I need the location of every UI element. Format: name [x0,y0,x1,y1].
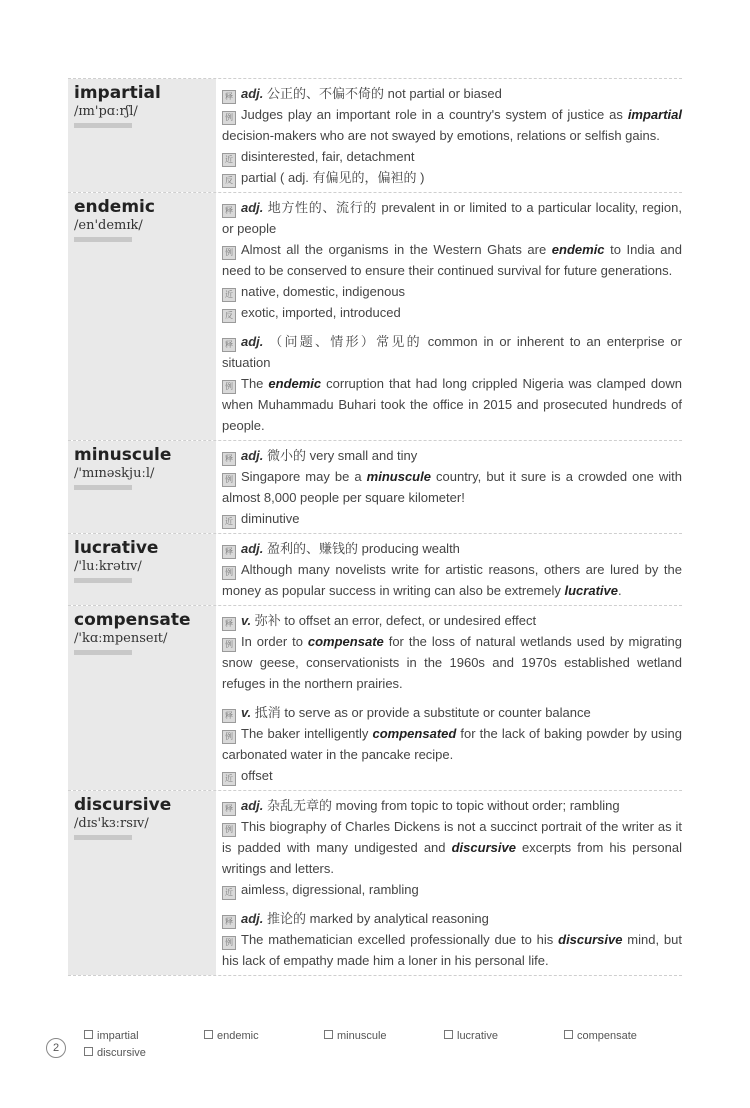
text: exotic, imported, introduced [241,305,401,320]
sense-line [222,765,682,786]
sense-line [222,538,682,559]
phonetic: /'mɪnəskjuːl/ [74,466,155,481]
keyword: compensated [372,726,457,741]
text: partial ( adj. 有偏见的，偏袒的 ) [241,170,425,185]
sense [222,445,682,529]
checklist-item[interactable] [444,1030,498,1042]
sense-line [222,331,682,373]
checklist-item[interactable] [564,1030,637,1042]
sense-line [222,466,682,508]
label-icon: 释 [222,709,236,723]
keyword: discursive [558,932,623,947]
headword: minuscule [74,445,172,465]
sense-line [222,146,682,167]
text: Although many novelists write for artistic reasons, others are lured by the money as popular success in writing can also be extremely [222,562,682,598]
text: corruption that had long crippled Nigeria was clamped down when Muhammadu Buhari took the office in 2015 and prosecuted hundreds of people. [222,376,682,433]
definition-panel [216,791,682,975]
checkbox-icon[interactable] [324,1030,333,1039]
label-icon: 近 [222,288,236,302]
checklist-label: compensate [577,1030,637,1042]
checklist-label: lucrative [457,1030,498,1042]
label-icon: 近 [222,772,236,786]
entry-impartial [68,78,682,192]
part-of-speech: adj. [241,86,264,101]
keyword: minuscule [366,469,431,484]
text: country, but it sure is a crowded one with almost 8,000 people per square kilometer! [222,469,682,505]
phonetic: /'luːkrətɪv/ [74,559,142,574]
audio-bar-icon [74,123,132,128]
checkbox-icon[interactable] [204,1030,213,1039]
sense-line [222,795,682,816]
sense-line [222,281,682,302]
definition-panel [216,441,682,533]
part-of-speech: adj. [241,911,264,926]
sense [222,538,682,601]
keyword: compensate [307,634,384,649]
checkbox-icon[interactable] [564,1030,573,1039]
label-icon: 释 [222,452,236,466]
text: The [241,376,269,391]
label-icon: 反 [222,174,236,188]
checklist-item[interactable] [84,1030,139,1042]
text: 抵消 to serve as or provide a substitute or counter balance [251,705,591,720]
text: Almost all the organisms in the Western Ghats are [241,242,552,257]
sense [222,83,682,188]
text: disinterested, fair, detachment [241,149,415,164]
entry-compensate [68,605,682,790]
sense-line [222,816,682,879]
sense-line [222,83,682,104]
text: （问题、情形）常见的 common in or inherent to an enterprise or situation [222,334,682,370]
checklist-item[interactable] [84,1047,146,1059]
label-icon: 近 [222,515,236,529]
headword-panel [68,791,216,975]
sense-line [222,610,682,631]
sense [222,795,682,900]
text: The baker intelligently [241,726,373,741]
sense-line [222,445,682,466]
sense-line [222,508,682,529]
entry-minuscule [68,440,682,533]
sense-line [222,631,682,694]
part-of-speech: adj. [241,798,264,813]
text: This biography of Charles Dickens is not a succinct portrait of the writer as it is padded with many undigested and [222,819,682,855]
sense-line [222,723,682,765]
text: for the loss of natural wetlands used by migrating snow geese, conservationists in the 1960s and 1970s established wetland refuges in the northern prairies. [222,634,682,691]
page-number: 2 [46,1038,66,1058]
label-icon: 例 [222,823,236,837]
label-icon: 释 [222,802,236,816]
sense [222,610,682,694]
text: 公正的、不偏不倚的 not partial or biased [263,86,502,101]
sense-line [222,104,682,146]
phonetic: /en'demɪk/ [74,218,143,233]
headword-panel [68,441,216,533]
keyword: endemic [551,242,605,257]
label-icon: 近 [222,886,236,900]
checkbox-icon[interactable] [84,1030,93,1039]
text: native, domestic, indigenous [241,284,406,299]
text: 推论的 marked by analytical reasoning [263,911,489,926]
text: decision-makers who are not swayed by emotions, relations or selfish gains. [222,128,660,143]
label-icon: 释 [222,545,236,559]
checklist-label: discursive [97,1047,146,1059]
label-icon: 释 [222,915,236,929]
checklist-label: impartial [97,1030,139,1042]
entry-discursive [68,790,682,976]
part-of-speech: adj. [241,200,264,215]
part-of-speech: adj. [241,541,264,556]
headword-panel [68,534,216,605]
text: . [617,583,622,598]
checklist-label: endemic [217,1030,259,1042]
sense-line [222,908,682,929]
sense-line [222,929,682,971]
label-icon: 例 [222,566,236,580]
keyword: discursive [451,840,516,855]
entry-lucrative [68,533,682,605]
phonetic: /dɪs'kɜːrsɪv/ [74,816,149,831]
sense [222,331,682,436]
text: aimless, digressional, rambling [241,882,419,897]
keyword: impartial [627,107,682,122]
checklist-label: minuscule [337,1030,387,1042]
text: 弥补 to offset an error, defect, or undesired effect [251,613,537,628]
phonetic: /'kɑːmpenseɪt/ [74,631,168,646]
headword: compensate [74,610,191,630]
label-icon: 近 [222,153,236,167]
sense [222,702,682,786]
label-icon: 例 [222,246,236,260]
audio-bar-icon [74,578,132,583]
text: 盈利的、赚钱的 producing wealth [263,541,460,556]
headword: lucrative [74,538,159,558]
headword-panel [68,606,216,790]
text: mind, but his lack of empathy made him a loner in his personal life. [222,932,682,968]
audio-bar-icon [74,237,132,242]
label-icon: 例 [222,638,236,652]
text: 杂乱无章的 moving from topic to topic without order; rambling [263,798,620,813]
part-of-speech: v. [241,705,252,720]
text: diminutive [241,511,300,526]
sense-line [222,373,682,436]
text: The mathematician excelled professionally due to his [241,932,559,947]
checklist-item[interactable] [324,1030,387,1042]
text: Judges play an important role in a country's system of justice as [241,107,628,122]
sense-line [222,302,682,323]
keyword: lucrative [564,583,618,598]
sense [222,908,682,971]
vocabulary-list [68,78,682,976]
definition-panel [216,79,682,192]
label-icon: 例 [222,473,236,487]
keyword: endemic [268,376,322,391]
checkbox-icon[interactable] [84,1047,93,1056]
sense-line [222,559,682,601]
label-icon: 释 [222,204,236,218]
text: Singapore may be a [241,469,367,484]
label-icon: 例 [222,730,236,744]
sense-line [222,197,682,239]
text: In order to [241,634,308,649]
definition-panel [216,193,682,440]
headword-panel [68,193,216,440]
sense [222,197,682,323]
checkbox-icon[interactable] [444,1030,453,1039]
headword: discursive [74,795,172,815]
part-of-speech: adj. [241,448,264,463]
text: for the lack of baking powder by using carbonated water in the pancake recipe. [222,726,682,762]
part-of-speech: v. [241,613,252,628]
sense-line [222,239,682,281]
label-icon: 释 [222,90,236,104]
entry-endemic [68,192,682,440]
label-icon: 例 [222,111,236,125]
definition-panel [216,606,682,790]
text: offset [241,768,273,783]
headword: impartial [74,83,161,103]
audio-bar-icon [74,650,132,655]
headword-panel [68,79,216,192]
sense-line [222,702,682,723]
text: excerpts from his personal writings and letters. [222,840,682,876]
audio-bar-icon [74,485,132,490]
text: 微小的 very small and tiny [263,448,418,463]
phonetic: /ɪm'pɑːrʃl/ [74,104,138,119]
label-icon: 反 [222,309,236,323]
definition-panel [216,534,682,605]
headword: endemic [74,197,155,217]
sense-line [222,167,682,188]
audio-bar-icon [74,835,132,840]
label-icon: 例 [222,936,236,950]
text: to India and need to be conserved to ensure their continued survival for future generations. [222,242,682,278]
sense-line [222,879,682,900]
label-icon: 释 [222,617,236,631]
label-icon: 释 [222,338,236,352]
part-of-speech: adj. [241,334,264,349]
label-icon: 例 [222,380,236,394]
text: 地方性的、流行的 prevalent in or limited to a particular locality, region, or people [222,200,682,236]
checklist-item[interactable] [204,1030,259,1042]
